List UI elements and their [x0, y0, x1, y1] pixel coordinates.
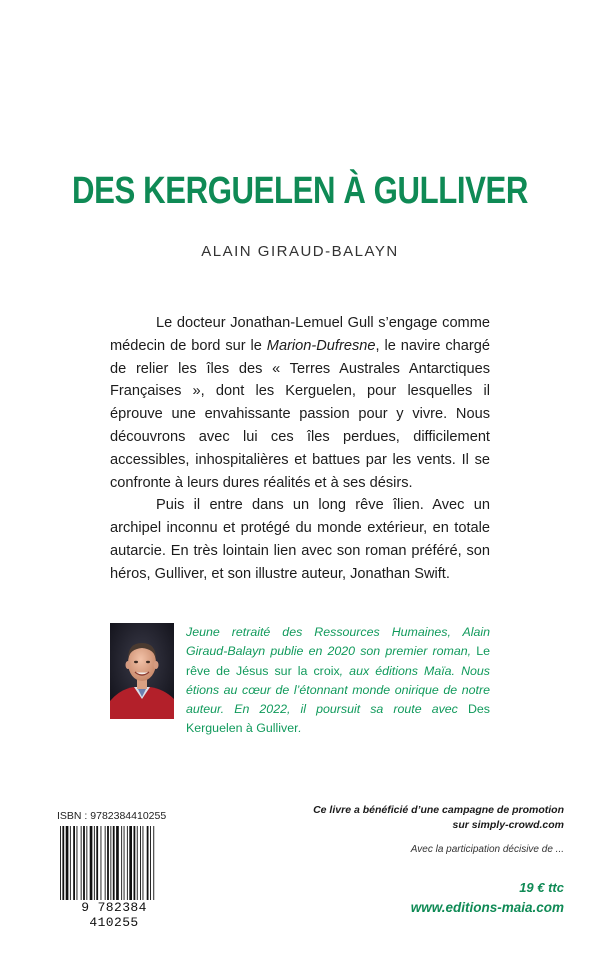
barcode-bar: [66, 826, 69, 902]
barcode-bar: [101, 826, 102, 902]
synopsis-text: , le navire chargé de relier les îles des « Terres Australes Antarctiques Françaises », dont les Kerguelen, pour lesquelles il éprouve une envahissante passion pour y vivre. Nous découvrons avec lui ces îles perdues, difficilement accessibles, inhospitalières et battues par les vents. Il se confronte à leurs dures réalités et à ses désirs.: [110, 337, 490, 491]
barcode-bar: [153, 826, 154, 910]
barcode-bar: [77, 826, 78, 902]
barcode-bar: [62, 826, 64, 910]
synopsis-text: Le docteur Jonathan-Lemuel Gull s’engage comme médecin de bord sur le: [110, 315, 490, 354]
synopsis: [110, 312, 490, 586]
barcode-digits: 9 782384 410255: [54, 900, 174, 930]
barcode-bar: [116, 826, 119, 902]
barcode-bar: [147, 826, 149, 902]
barcode-bar: [81, 826, 82, 902]
barcode-bar: [96, 826, 98, 902]
barcode-bar: [150, 826, 151, 910]
this-book-title: Des Kerguelen à Gulliver: [186, 702, 490, 736]
author-name: ALAIN GIRAUD-BALAYN: [201, 243, 399, 260]
barcode-bar: [134, 826, 136, 902]
barcode-bar: [73, 826, 75, 902]
barcode-bar: [107, 826, 109, 902]
bio-text: .: [298, 721, 302, 736]
barcode-bar: [137, 826, 138, 902]
publisher-website: www.editions-maia.com: [410, 900, 564, 915]
price: 19 € ttc: [519, 880, 564, 895]
barcode-bar: [110, 826, 111, 902]
barcode-bar: [127, 826, 128, 902]
barcode-bar: [124, 826, 125, 902]
barcode-bar: [129, 826, 132, 902]
barcode-bar: [113, 826, 115, 902]
barcode-bar: [94, 826, 95, 902]
promotion-line-1: Ce livre a bénéficié d’une campagne de promotion: [313, 804, 564, 816]
isbn-label: ISBN : 9782384410255: [57, 810, 167, 822]
barcode-bar: [86, 826, 87, 902]
barcode-bar: [70, 826, 71, 902]
author-bio: [186, 623, 490, 739]
barcode-bar: [140, 826, 141, 902]
barcode-bar: [83, 826, 85, 902]
book-title: DES KERGUELEN À GULLIVER: [72, 170, 528, 212]
barcode-bar: [121, 826, 122, 902]
synopsis-paragraph-2: Puis il entre dans un long rêve îlien. Avec un archipel inconnu et protégé du monde extérieur, en totale autarcie. En très lointain lien avec son roman préféré, son héros, Gulliver, et son illustre auteur, Jonathan Swift.: [110, 497, 490, 582]
first-book-title: Le rêve de Jésus sur la croix: [186, 644, 490, 678]
bio-text: , aux éditions Maïa. Nous étions au cœur de l’étonnant monde onirique de notre auteur. En 2022, il poursuit sa route avec: [186, 663, 491, 717]
barcode-bar: [143, 826, 144, 902]
participation-note: Avec la participation décisive de ...: [410, 844, 564, 855]
ship-name: Marion-Dufresne: [266, 337, 376, 354]
author-photo: [110, 623, 174, 719]
synopsis-paragraph-1: [110, 312, 490, 494]
barcode-bar: [60, 826, 61, 910]
barcode-bar: [90, 826, 93, 902]
barcode-bar: [105, 826, 106, 902]
promotion-note: [264, 803, 564, 833]
author-portrait-image: [110, 623, 174, 719]
promotion-line-2: sur simply-crowd.com: [452, 819, 564, 831]
bio-text: Jeune retraité des Ressources Humaines, Alain Giraud-Balayn publie en 2020 son premier roman,: [186, 625, 490, 659]
